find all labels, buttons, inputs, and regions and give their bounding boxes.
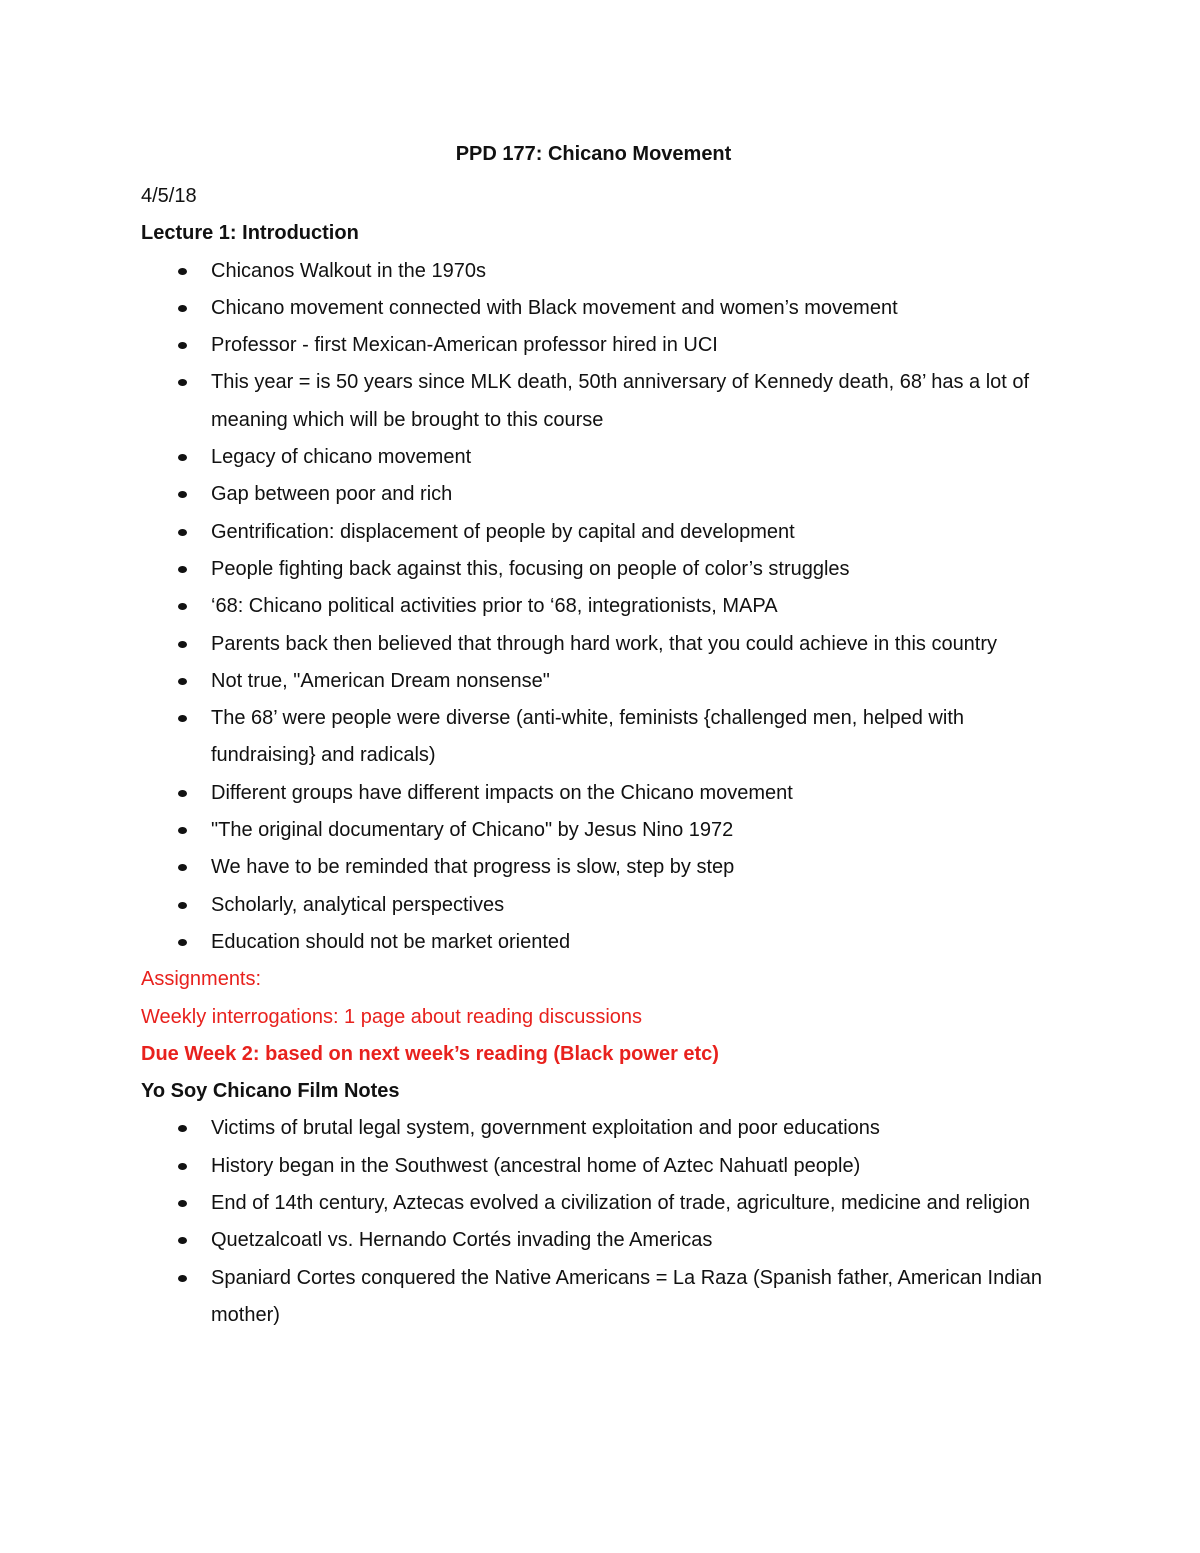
bullet-text: This year = is 50 years since MLK death, 50th anniversary of Kennedy death, 68’ has a lot of meaning which will be brought to this course — [211, 371, 1030, 431]
bullet-item — [141, 626, 1061, 663]
assignments-label: Assignments: — [141, 968, 262, 991]
bullet-dot-icon — [178, 902, 187, 909]
bullet-text: Legacy of chicano movement — [211, 446, 472, 469]
bullet-text: Education should not be market oriented — [211, 930, 571, 953]
due-week-line: Due Week 2: based on next week’s reading (Black power etc) — [141, 1042, 719, 1065]
bullet-item — [141, 253, 1061, 290]
bullet-item — [141, 327, 1061, 364]
bullet-dot-icon — [178, 342, 187, 349]
bullet-text: End of 14th century, Aztecas evolved a civilization of trade, agriculture, medicine and religion — [211, 1192, 1030, 1215]
bullet-dot-icon — [178, 1125, 187, 1132]
bullet-text: Scholarly, analytical perspectives — [211, 893, 505, 916]
bullet-dot-icon — [178, 827, 187, 834]
bullet-text: Parents back then believed that through hard work, that you could achieve in this country — [211, 632, 998, 655]
bullet-text: Professor - first Mexican-American professor hired in UCI — [211, 334, 718, 357]
bullet-text: ‘68: Chicano political activities prior to ‘68, integrationists, MAPA — [211, 595, 778, 618]
bullet-dot-icon — [178, 1275, 187, 1282]
bullet-dot-icon — [178, 790, 187, 797]
film-notes-bullet-list — [141, 1110, 1061, 1334]
bullet-item — [141, 364, 1061, 439]
bullet-dot-icon — [178, 379, 187, 386]
bullet-item — [141, 290, 1061, 327]
bullet-item — [141, 476, 1061, 513]
bullet-dot-icon — [178, 1200, 187, 1207]
bullet-text: Different groups have different impacts on the Chicano movement — [211, 781, 793, 804]
bullet-item — [141, 514, 1061, 551]
bullet-item — [141, 1110, 1061, 1147]
bullet-item — [141, 663, 1061, 700]
document-title: PPD 177: Chicano Movement — [455, 143, 732, 165]
bullet-item — [141, 924, 1061, 961]
bullet-text: Spaniard Cortes conquered the Native Americans = La Raza (Spanish father, American Indian mother) — [211, 1266, 1043, 1326]
bullet-dot-icon — [178, 603, 187, 610]
bullet-dot-icon — [178, 678, 187, 685]
bullet-text: Not true, "American Dream nonsense" — [211, 669, 550, 692]
bullet-item — [141, 1260, 1061, 1335]
bullet-item — [141, 812, 1061, 849]
bullet-dot-icon — [178, 491, 187, 498]
bullet-item — [141, 700, 1061, 775]
bullet-item — [141, 775, 1061, 812]
bullet-dot-icon — [178, 268, 187, 275]
bullet-text: "The original documentary of Chicano" by Jesus Nino 1972 — [211, 819, 734, 842]
bullet-dot-icon — [178, 529, 187, 536]
bullet-text: Gap between poor and rich — [211, 483, 453, 506]
bullet-dot-icon — [178, 1163, 187, 1170]
bullet-item — [141, 551, 1061, 588]
bullet-text: Quetzalcoatl vs. Hernando Cortés invading the Americas — [211, 1229, 713, 1252]
bullet-text: History began in the Southwest (ancestral home of Aztec Nahuatl people) — [211, 1154, 861, 1177]
bullet-text: Chicanos Walkout in the 1970s — [211, 259, 486, 282]
bullet-dot-icon — [178, 454, 187, 461]
bullet-item — [141, 439, 1061, 476]
weekly-interrogations-line: Weekly interrogations: 1 page about reading discussions — [141, 1005, 643, 1028]
bullet-dot-icon — [178, 566, 187, 573]
bullet-dot-icon — [178, 641, 187, 648]
bullet-text: Chicano movement connected with Black movement and women’s movement — [211, 296, 898, 319]
bullet-dot-icon — [178, 864, 187, 871]
bullet-text: We have to be reminded that progress is slow, step by step — [211, 856, 735, 879]
film-notes-heading: Yo Soy Chicano Film Notes — [141, 1080, 400, 1103]
bullet-item — [141, 849, 1061, 886]
bullet-item — [141, 1185, 1061, 1222]
lecture-bullet-list — [141, 253, 1061, 962]
bullet-item — [141, 1148, 1061, 1185]
bullet-text: Gentrification: displacement of people by capital and development — [211, 520, 795, 543]
bullet-item — [141, 887, 1061, 924]
bullet-dot-icon — [178, 715, 187, 722]
document-body — [141, 178, 1061, 1334]
date-line: 4/5/18 — [141, 185, 197, 207]
bullet-text: People fighting back against this, focusing on people of color’s struggles — [211, 557, 850, 580]
bullet-dot-icon — [178, 939, 187, 946]
bullet-item — [141, 588, 1061, 625]
lecture-heading: Lecture 1: Introduction — [141, 222, 359, 245]
bullet-dot-icon — [178, 305, 187, 312]
bullet-text: The 68’ were people were diverse (anti-white, feminists {challenged men, helped with fundraising} and radicals) — [211, 707, 964, 767]
bullet-dot-icon — [178, 1237, 187, 1244]
bullet-item — [141, 1222, 1061, 1259]
bullet-text: Victims of brutal legal system, government exploitation and poor educations — [211, 1117, 880, 1140]
